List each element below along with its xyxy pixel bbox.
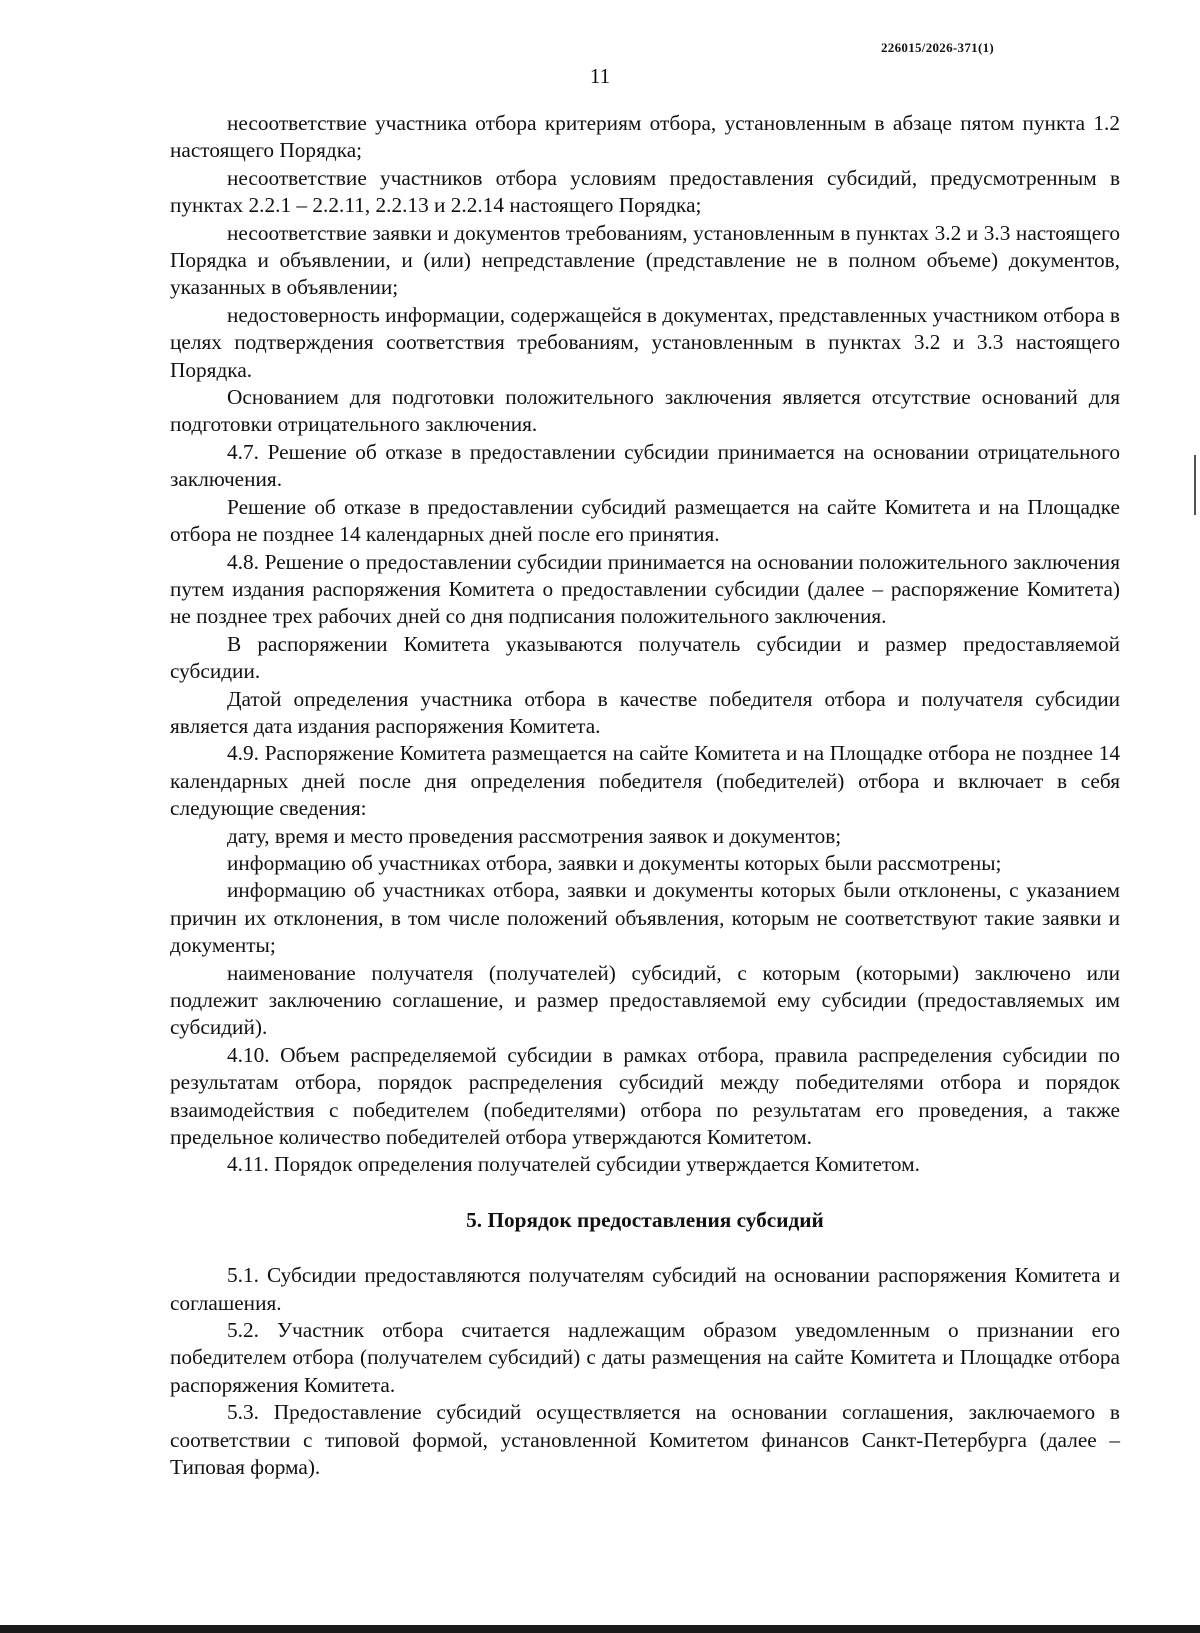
paragraph: наименование получателя (получателей) субсидий, с которым (которыми) заключено или подлежит заключению соглашение, и размер предоставляемой ему субсидии (предоставляемых им субсидий).: [170, 960, 1120, 1040]
paragraph: информацию об участниках отбора, заявки и документы которых были рассмотрены;: [227, 850, 1002, 875]
paragraph: Датой определения участника отбора в качестве победителя отбора и получателя субсидии является дата издания распоряжения Комитета.: [170, 686, 1120, 738]
scan-bottom-edge: [0, 1625, 1200, 1633]
paragraph-4-9: 4.9. Распоряжение Комитета размещается на сайте Комитета и на Площадке отбора не позднее 14 календарных дней после дня определения победителя (победителей) отбора и включает в себя следующие сведения:: [170, 741, 1120, 821]
paragraph-4-7: 4.7. Решение об отказе в предоставлении субсидии принимается на основании отрицательного заключения.: [170, 439, 1120, 492]
paragraph: Решение об отказе в предоставлении субсидий размещается на сайте Комитета и на Площадке отбора не позднее 14 календарных дней после его принятия.: [170, 494, 1120, 547]
paragraph: несоответствие участника отбора критериям отбора, установленным в абзаце пятом пункта 1.2 настоящего Порядка;: [170, 111, 1120, 163]
paragraph: Основанием для подготовки положительного заключения является отсутствие оснований для подготовки отрицательного заключения.: [170, 385, 1120, 437]
paragraph-5-1: 5.1. Субсидии предоставляются получателям субсидий на основании распоряжения Комитета и соглашения.: [170, 1263, 1120, 1315]
paragraph-4-11: 4.11. Порядок определения получателей субсидии утверждается Комитетом.: [227, 1152, 920, 1177]
paragraph: несоответствие участников отбора условиям предоставления субсидий, предусмотренным в пунктах 2.2.1 – 2.2.11, 2.2.13 и 2.2.14 настоящего Порядка;: [170, 165, 1120, 218]
document-body: [170, 110, 1120, 1482]
paragraph: В распоряжении Комитета указываются получатель субсидии и размер предоставляемой субсидии.: [170, 631, 1120, 684]
paragraph-5-3: 5.3. Предоставление субсидий осуществляется на основании соглашения, заключаемого в соответствии с типовой формой, установленной Комитетом финансов Санкт-Петербурга (далее – Типовая форма).: [170, 1400, 1120, 1480]
paragraph: несоответствие заявки и документов требованиям, установленным в пунктах 3.2 и 3.3 настоящего Порядка и объявлении, и (или) непредставление (представление не в полном объеме) документов, указанных в объявлении;: [170, 220, 1120, 300]
paragraph-4-10: 4.10. Объем распределяемой субсидии в рамках отбора, правила распределения субсидии по результатам отбора, порядок распределения субсидий между победителями отбора и порядок взаимодействия с победителем (победителями) отбора по результатам его проведения, а также предельное количество победителей отбора утверждаются Комитетом.: [170, 1042, 1120, 1150]
document-registration-number: 226015/2026-371(1): [881, 40, 994, 55]
paragraph: недостоверность информации, содержащейся в документах, представленных участником отбора в целях подтверждения соответствия требованиям, установленным в пунктах 3.2 и 3.3 настоящего Порядка.: [170, 302, 1120, 382]
section-heading: 5. Порядок предоставления субсидий: [466, 1207, 824, 1232]
paragraph: дату, время и место проведения рассмотрения заявок и документов;: [227, 823, 842, 848]
paragraph: информацию об участниках отбора, заявки и документы которых были отклонены, с указанием причин их отклонения, в том числе положений объявления, которым не соответствуют такие заявки и документы;: [170, 878, 1120, 958]
paragraph-5-2: 5.2. Участник отбора считается надлежащим образом уведомленным о признании его победителем отбора (получателем субсидий) с даты размещения на сайте Комитета и Площадке отбора распоряжения Комитета.: [170, 1318, 1120, 1397]
paragraph-4-8: 4.8. Решение о предоставлении субсидии принимается на основании положительного заключения путем издания распоряжения Комитета о предоставлении субсидии (далее – распоряжение Комитета) не позднее трех рабочих дней со дня подписания положительного заключения.: [170, 549, 1120, 629]
scan-margin-mark: [1194, 455, 1196, 515]
page-number: 11: [589, 64, 611, 88]
